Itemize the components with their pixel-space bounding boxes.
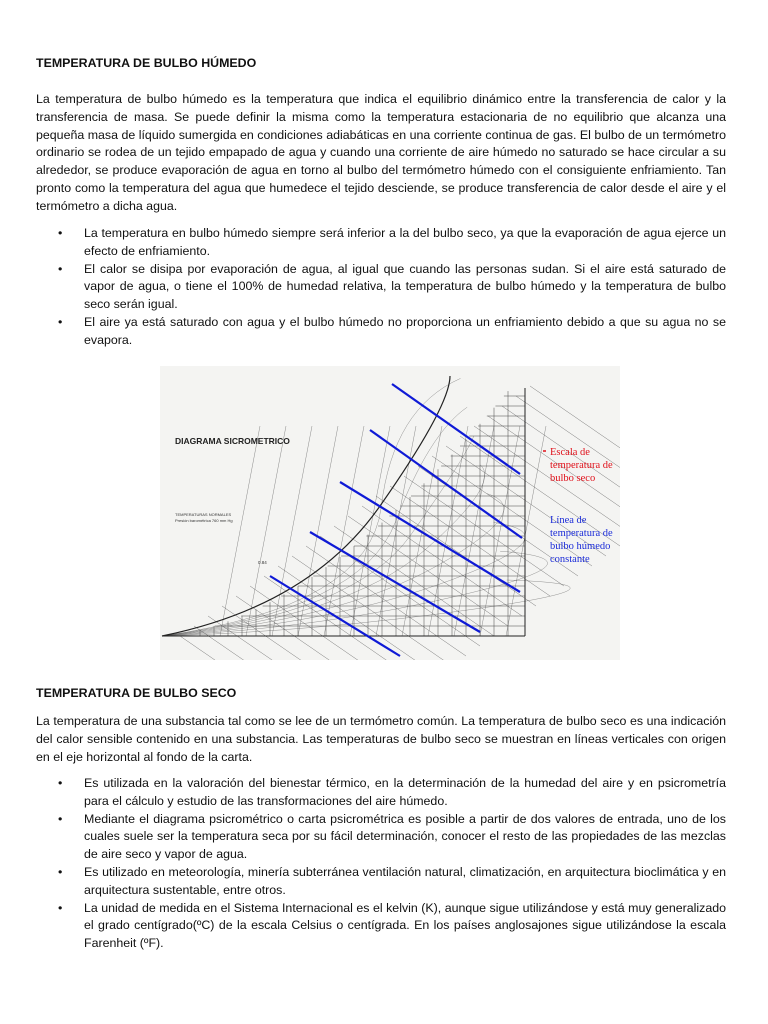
list-item: • Mediante el diagrama psicrométrico o carta psicrométrica es posible a partir de dos valores de entrada, uno de los cuales suele ser la temperatura seca por su fácil determinación, conocer el resto de las propiedades de las mezclas de aire seco y vapor de agua.: [36, 811, 726, 864]
list-item: • El aire ya está saturado con agua y el bulbo húmedo no proporciona un enfriamiento debido a que su agua no se evapora.: [36, 314, 726, 350]
list-item: • La unidad de medida en el Sistema Internacional es el kelvin (K), aunque sigue utilizándose y está muy generalizado el grado centígrado(ºC) de la escala Celsius o centígrada. En los países anglosajones sigue utilizándose la escala Farenheit (ºF).: [36, 900, 726, 953]
wet-bulb-line-label: Línea de temperatura de bulbo húmedo constante: [550, 515, 613, 565]
list-item: • La temperatura en bulbo húmedo siempre será inferior a la del bulbo seco, ya que la evaporación de agua ejerce un efecto de enfriamiento.: [36, 225, 726, 261]
wet-bulb-bullet-list: [36, 225, 726, 350]
chart-caption: Presión barométrica 760 mm Hg: [175, 518, 233, 523]
list-item: • Es utilizado en meteorología, minería subterránea ventilación natural, climatización, en arquitectura bioclimática y en arquitectura sustentable, entre otros.: [36, 864, 726, 900]
section-title-wet-bulb: TEMPERATURA DE BULBO HÚMEDO: [36, 56, 257, 70]
list-item: • El calor se disipa por evaporación de agua, al igual que cuando las personas sudan. Si el aire está saturado de vapor de agua, o tiene el 100% de humedad relativa, la temperatura de bulbo húmedo y la temperatura de bulbo seco serán igual.: [36, 261, 726, 314]
section-title-dry-bulb: TEMPERATURA DE BULBO SECO: [36, 686, 237, 700]
list-item: • Es utilizada en la valoración del bienestar térmico, en la determinación de la humedad del aire y en psicrometría para el cálculo y estudio de las transformaciones del aire húmedo.: [36, 775, 726, 811]
dry-bulb-paragraph: La temperatura de una substancia tal como se lee de un termómetro común. La temperatura de bulbo seco es una indicación del calor sensible contenido en una substancia. Las temperaturas de bulbo seco se muestran en líneas verticales con origen en el eje horizontal al fondo de la carta.: [36, 714, 726, 764]
dry-bulb-bullet-list: [36, 775, 726, 953]
psychrometric-chart-image: [160, 366, 620, 660]
psychrometric-chart-figure: [160, 366, 620, 660]
chart-value-label: 0.84: [258, 560, 267, 565]
chart-caption: TEMPERATURAS NORMALES: [175, 512, 232, 517]
chart-title: DIAGRAMA SICROMETRICO: [175, 436, 290, 446]
dry-bulb-scale-label: Escala de temperatura de bulbo seco: [550, 447, 613, 484]
wet-bulb-paragraph: La temperatura de bulbo húmedo es la temperatura que indica el equilibrio dinámico entre la transferencia de calor y la transferencia de masa. Se puede definir la misma como la temperatura estacionaria de no equilibrio que alcanza una pequeña masa de líquido sumergida en condiciones adiabáticas en una corriente continua de gas. El bulbo de un termómetro ordinario se rodea de un tejido empapado de agua y cuando una corriente de aire húmedo no saturado se hace circular a su alrededor, se produce evaporación de agua en torno al bulbo del termómetro húmedo con el consiguiente enfriamiento. Tan pronto como la temperatura del agua que humedece el tejido desciende, se produce transferencia de calor desde el aire y el termómetro a dicha agua.: [36, 92, 726, 213]
